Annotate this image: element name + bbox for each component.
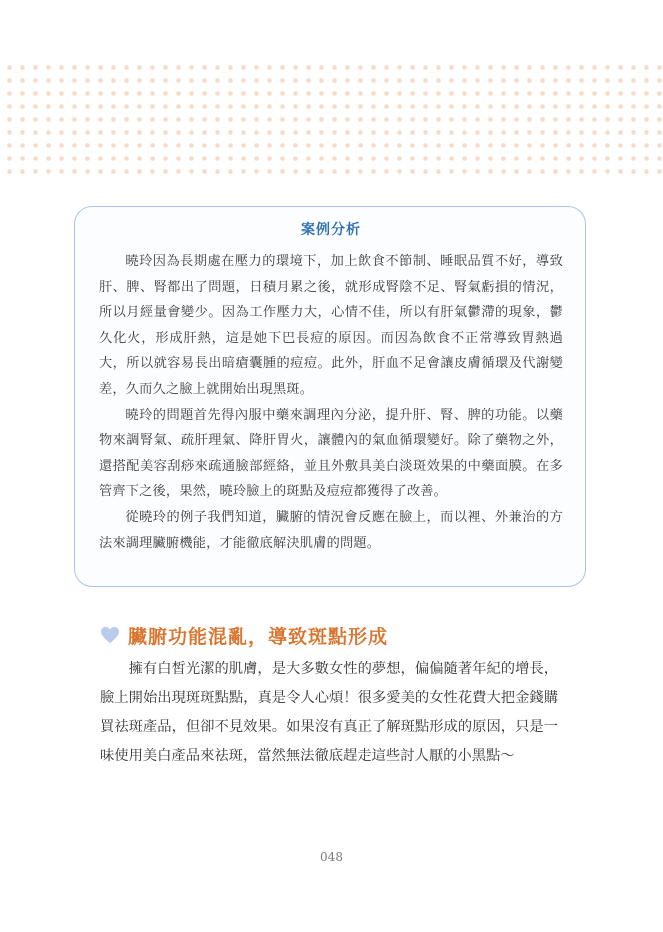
heart-icon: [100, 626, 120, 644]
case-paragraph: 曉玲因為長期處在壓力的環境下，加上飲食不節制、睡眠品質不好，導致肝、脾、腎都出了問題，日積月累之後，就形成腎陰不足、腎氣虧損的情況，所以月經量會變少。因為工作壓力大，心情不佳，所以有肝氣鬱滯的現象，鬱久化火，形成肝熱，這是她下巴長痘的原因。而因為飲食不正常導致胃熱過大，所以就容易長出暗瘡囊腫的痘痘。此外，肝血不足會讓皮膚循環及代謝變差，久而久之臉上就開始出現黑斑。: [99, 254, 563, 397]
case-paragraph: 從曉玲的例子我們知道，臟腑的情況會反應在臉上，而以裡、外兼治的方法來調理臟腑機能，才能徹底解決肌膚的問題。: [99, 509, 563, 551]
decorative-dot-pattern: [0, 58, 663, 176]
case-paragraph: 曉玲的問題首先得內服中藥來調理內分泌，提升肝、腎、脾的功能。以藥物來調腎氣、疏肝理氣、降肝胃火，讓體內的氣血循環變好。除了藥物之外，還搭配美容刮痧來疏通臉部經絡，並且外敷具美白淡斑效果的中藥面膜。在多管齊下之後，果然，曉玲臉上的斑點及痘痘都獲得了改善。: [99, 407, 563, 500]
section-body-text: 擁有白皙光潔的肌膚，是大多數女性的夢想，偏偏隨著年紀的增長，臉上開始出現斑斑點點，真是令人心煩！很多愛美的女性花費大把金錢購買祛斑產品，但卻不見效果。如果沒有真正了解斑點形成的原因，只是一味使用美白產品來祛斑，當然無法徹底趕走這些討人厭的小黑點～: [100, 661, 558, 764]
page-number: 048: [320, 850, 343, 864]
section-heading: [100, 620, 388, 650]
case-analysis-title: 案例分析: [301, 222, 361, 238]
section-heading-text: 臟腑功能混亂，導致斑點形成: [128, 625, 389, 648]
case-analysis-box: [74, 206, 586, 587]
